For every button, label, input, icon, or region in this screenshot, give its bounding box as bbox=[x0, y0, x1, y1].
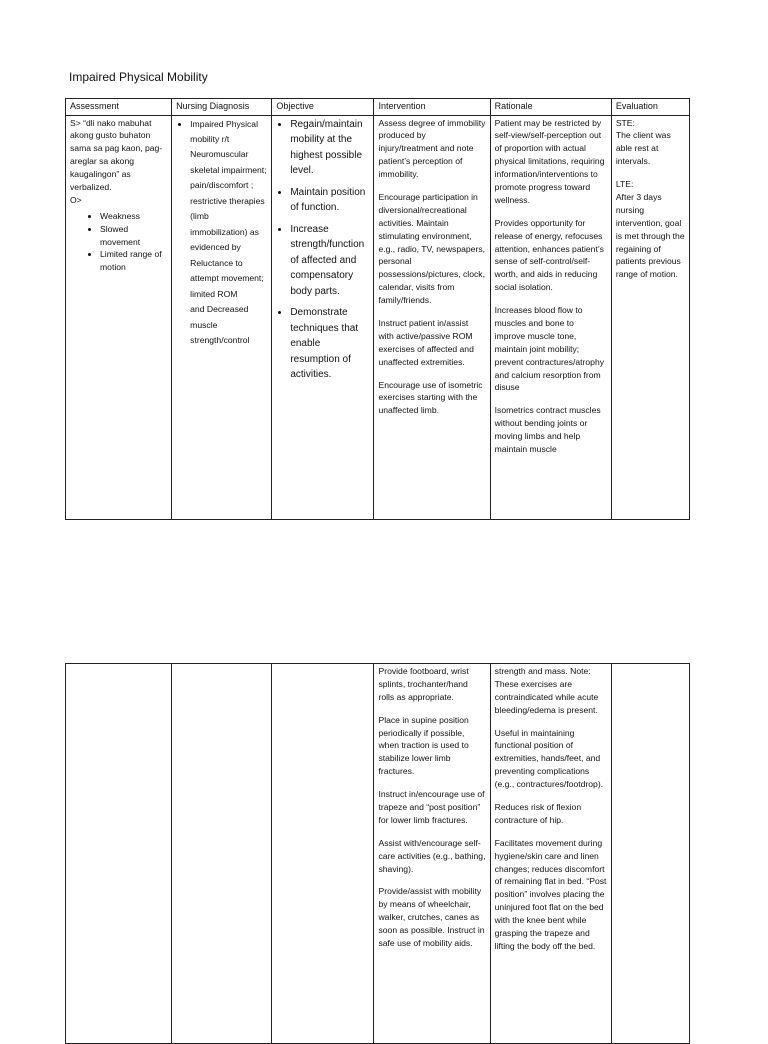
list-item: • Maintain position of function. bbox=[290, 185, 369, 216]
intervention-item: Instruct patient in/assist with active/passive ROM exercises of affected and unaffected extremities. bbox=[378, 317, 474, 367]
rationale-item: Useful in maintaining functional position of extremities, hands/feet, and preventing complications (e.g., contractures/footdrop). bbox=[494, 727, 604, 790]
list-item: • Regain/maintain mobility at the highest possible level. bbox=[290, 117, 369, 179]
rationale-item: Reduces risk of flexion contracture of hip. bbox=[494, 802, 582, 825]
header-objective: Objective bbox=[272, 99, 374, 116]
evaluation-cell bbox=[611, 115, 689, 519]
list-item: • Weakness bbox=[100, 210, 167, 223]
header-rationale: Rationale bbox=[490, 99, 611, 116]
objective-cell bbox=[272, 664, 374, 1044]
objective-label: O> bbox=[70, 194, 82, 205]
rationale-item: Provides opportunity for release of energy, refocuses attention, enhances patient’s sense of self-control/self-worth, and aids in reducing social isolation. bbox=[494, 217, 604, 293]
table-row bbox=[66, 664, 690, 1044]
intervention-item: Place in supine position periodically if possible, when traction is used to stabilize lower limb fractures. bbox=[378, 714, 469, 777]
intervention-cell bbox=[374, 115, 490, 519]
diagnosis-cell bbox=[172, 115, 272, 519]
header-intervention: Intervention bbox=[374, 99, 490, 116]
evaluation-ste: STE: The client was able rest at intervals. bbox=[615, 117, 671, 167]
intervention-item: Provide/assist with mobility by means of wheelchair, walker, crutches, canes as soon as possible. Instruct in safe use of mobility aids. bbox=[378, 886, 485, 949]
diagnosis-cell bbox=[172, 664, 272, 1044]
intervention-item: Assist with/encourage self-care activities (e.g., bathing, shaving). bbox=[378, 837, 486, 874]
intervention-item: Assess degree of immobility produced by injury/treatment and note patient’s perception of immobility. bbox=[378, 117, 486, 180]
diagnosis-list bbox=[176, 117, 267, 349]
rationale-item: Increases blood flow to muscles and bone to improve muscle tone, maintain joint mobility; prevent contractures/atrophy and calcium resorption from disuse bbox=[494, 305, 605, 393]
table-header-row bbox=[66, 99, 690, 116]
intervention-item: Instruct in/encourage use of trapeze and “post position” for lower limb fractures. bbox=[378, 789, 485, 825]
document-title: Impaired Physical Mobility bbox=[69, 70, 208, 84]
rationale-cell bbox=[490, 664, 611, 1044]
intervention-item: Provide footboard, wrist splints, trochanter/hand rolls as appropriate. bbox=[378, 666, 469, 702]
objective-list bbox=[276, 117, 369, 383]
list-item: • Limited range of motion bbox=[100, 248, 167, 274]
list-item: • Slowed movement bbox=[100, 223, 167, 249]
header-assessment: Assessment bbox=[66, 99, 172, 116]
rationale-item: strength and mass. Note: These exercises are contraindicated while acute bleeding/edema is present. bbox=[494, 666, 599, 715]
list-item: • Demonstrate techniques that enable resumption of activities. bbox=[290, 305, 369, 383]
rationale-item: Facilitates movement during hygiene/skin care and linen changes; reduces discomfort of remaining flat in bed. “Post position” involves placing the uninjured foot flat on the bed with the knee bent while grasping the trapeze and lifting the body off the bed. bbox=[494, 837, 607, 951]
table-row bbox=[66, 115, 690, 519]
header-evaluation: Evaluation bbox=[611, 99, 689, 116]
subjective-data: S> “dli nako mabuhat akong gusto buhaton sama sa pag kaon, pag-areglar sa akong kaugalingon” as verbalized. bbox=[70, 117, 163, 192]
objective-data-list bbox=[70, 210, 167, 274]
assessment-cell bbox=[66, 115, 172, 519]
diagnosis-text: • Impaired Physical mobility r/t Neuromuscular skeletal impairment; pain/discomfort ; restrictive therapies (limb immobilization) as evidenced by Reluctance to attempt movement; limited ROM and Decreased muscle strength/control bbox=[190, 117, 267, 349]
rationale-item: Isometrics contract muscles without bending joints or moving limbs and help maintain muscle bbox=[494, 405, 601, 454]
rationale-item: Patient may be restricted by self-view/self-perception out of proportion with actual physical limitations, requiring information/interventions to promote progress toward wellness. bbox=[494, 117, 605, 205]
intervention-item: Encourage use of isometric exercises starting with the unaffected limb. bbox=[378, 379, 483, 416]
intervention-cell bbox=[374, 664, 490, 1044]
assessment-cell bbox=[66, 664, 172, 1044]
intervention-item: Encourage participation in diversional/recreational activities. Maintain stimulating environment, e.g., radio, TV, newspapers, personal possessions/pictures, clock, calendar, visits from family/friends. bbox=[378, 191, 486, 306]
header-nursing-diagnosis: Nursing Diagnosis bbox=[172, 99, 272, 116]
evaluation-lte: LTE: After 3 days nursing intervention, goal is met through the regaining of patients previous range of motion. bbox=[615, 179, 685, 280]
objective-cell bbox=[272, 115, 374, 519]
list-item: • Increase strength/function of affected and compensatory body parts. bbox=[290, 222, 369, 300]
rationale-cell bbox=[490, 115, 611, 519]
evaluation-cell bbox=[611, 664, 689, 1044]
care-plan-table-2 bbox=[65, 663, 690, 1044]
care-plan-table-1 bbox=[65, 98, 690, 520]
